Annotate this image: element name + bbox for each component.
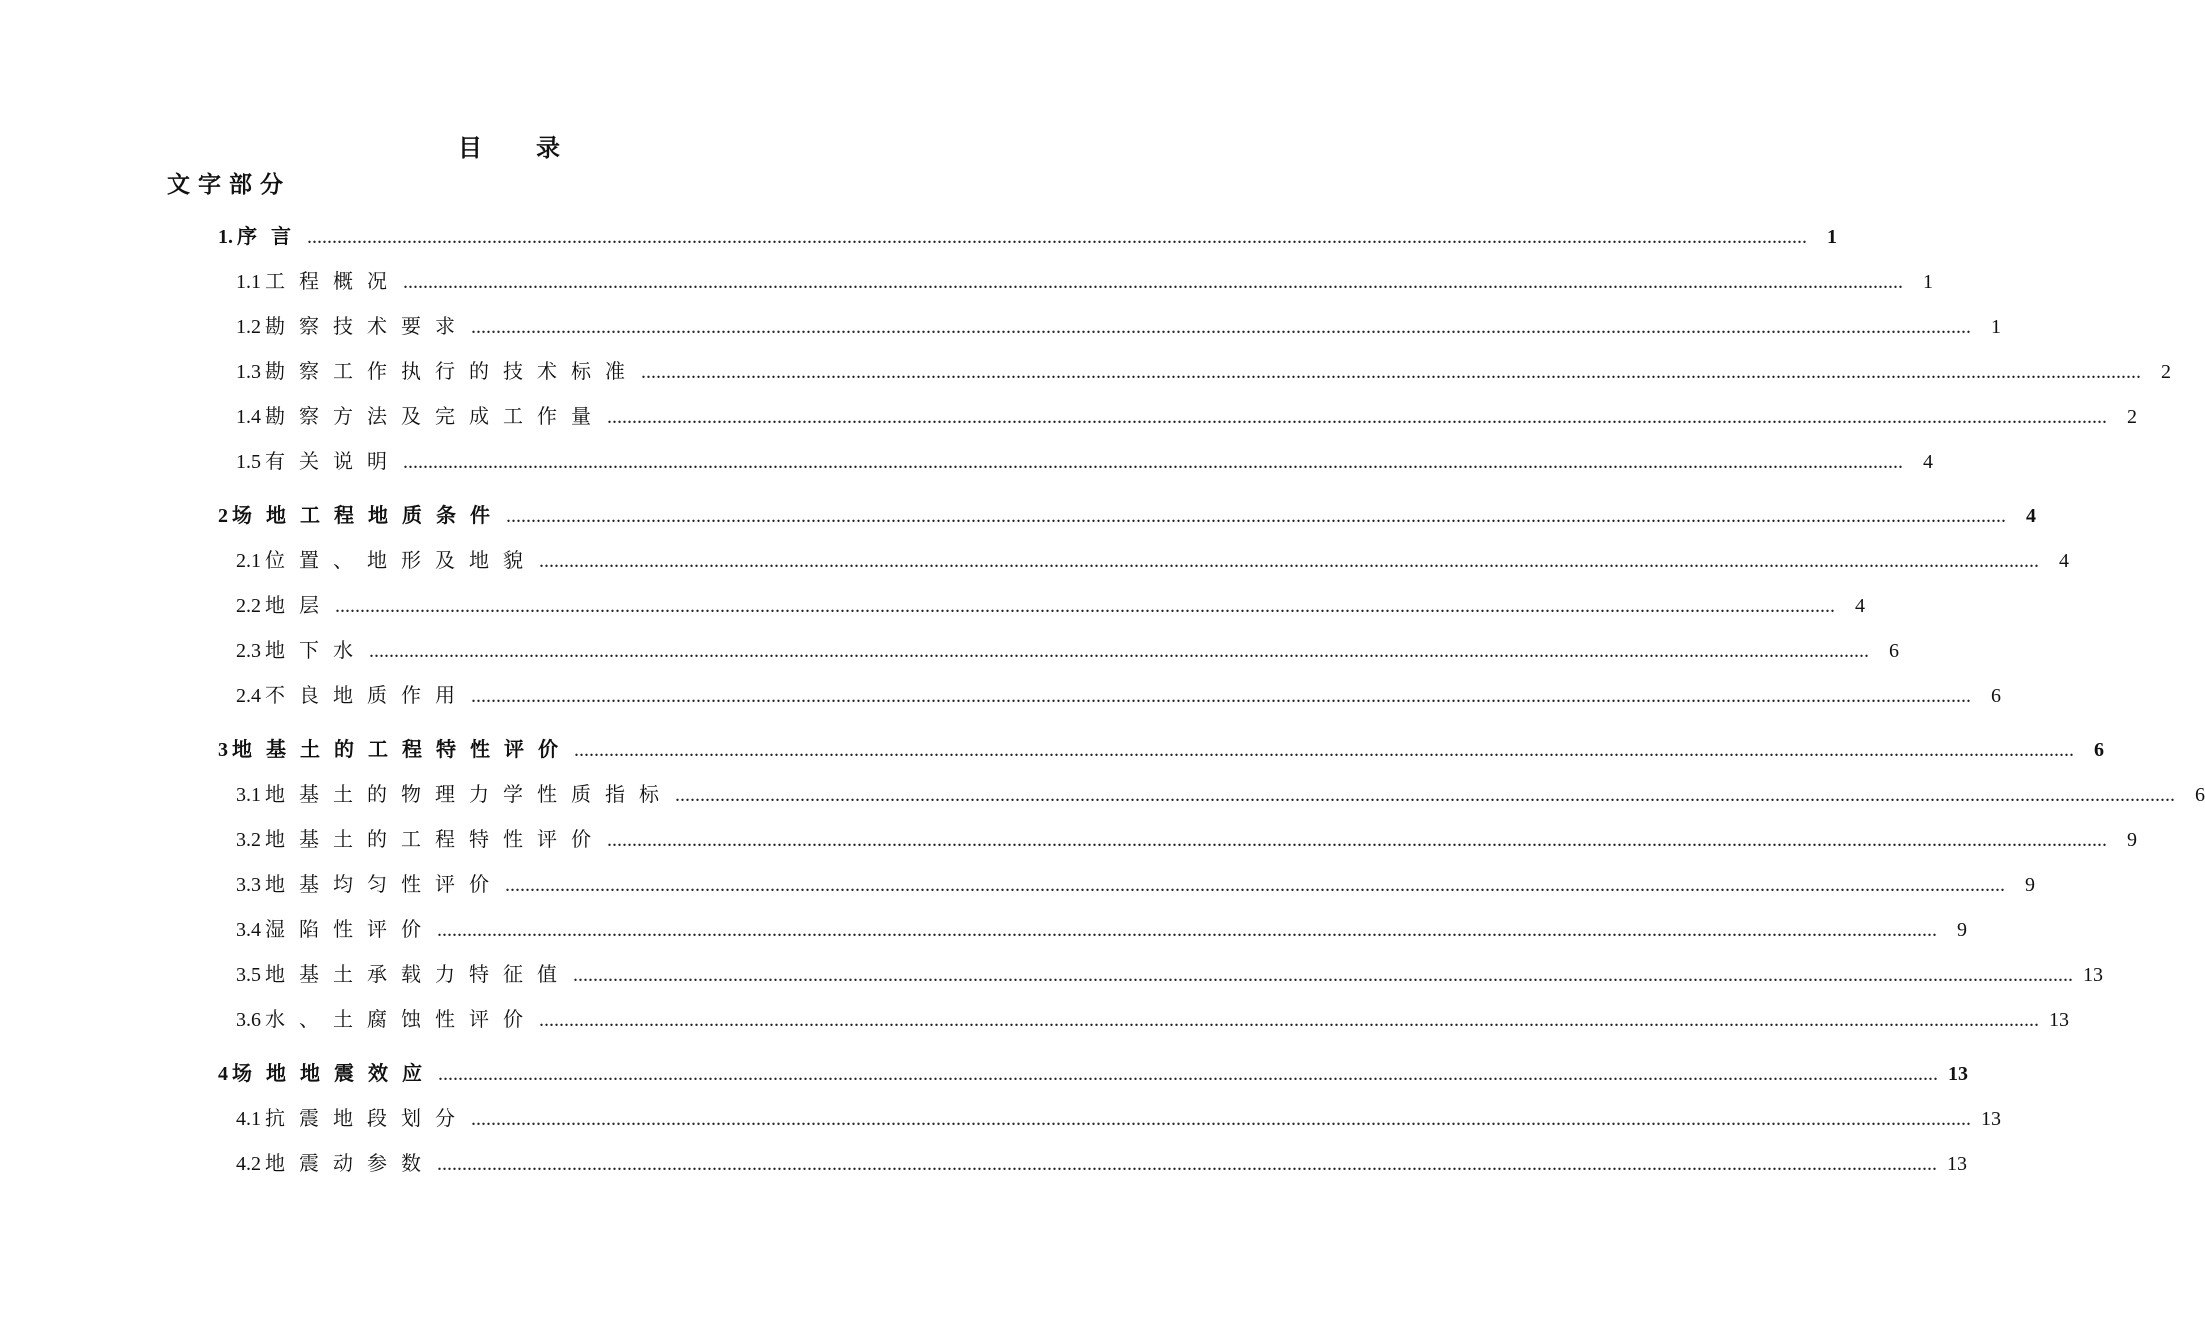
toc-entry-label: 水、土腐蚀性评价 (265, 1007, 537, 1031)
toc-entry-number: 2.1 (236, 550, 261, 572)
toc-entry-number: 3 (218, 739, 228, 761)
toc-entry-number: 1.5 (236, 451, 261, 473)
toc-page-number: 9 (2025, 874, 2035, 896)
toc-entry-label: 有关说明 (265, 449, 401, 473)
toc-entry-label: 地震动参数 (265, 1151, 435, 1175)
toc-entry[interactable] (218, 1057, 1968, 1087)
toc-entry[interactable] (236, 679, 2001, 709)
toc-page-number: 2 (2127, 406, 2137, 428)
toc-page-number: 9 (1957, 919, 1967, 941)
toc-entry[interactable] (236, 778, 2205, 808)
toc-page-number: 13 (1947, 1153, 1967, 1175)
toc-entry-number: 3.3 (236, 874, 261, 896)
toc-entry-label: 场地工程地质条件 (232, 503, 504, 527)
toc-entry[interactable] (236, 1147, 1967, 1177)
toc-entry-label: 地基土的工程特性评价 (232, 737, 572, 761)
toc-entry-label: 不良地质作用 (265, 683, 469, 707)
toc-page-number: 6 (1991, 685, 2001, 707)
toc-dot-leader: ............................................................................................................................................................................................................................................................................................................ (607, 406, 2107, 428)
toc-dot-leader: ............................................................................................................................................................................................................................................................................................................ (505, 874, 2005, 896)
toc-entry[interactable] (236, 1003, 2069, 1033)
toc-entry[interactable] (236, 589, 1865, 619)
toc-entry[interactable] (236, 265, 1933, 295)
toc-entry-label: 湿陷性评价 (265, 917, 435, 941)
toc-dot-leader: ............................................................................................................................................................................................................................................................................................................ (335, 595, 1835, 617)
toc-page-number: 13 (2083, 964, 2103, 986)
toc-page-number: 6 (2195, 784, 2205, 806)
toc-entry-number: 3.5 (236, 964, 261, 986)
toc-page-number: 13 (2049, 1009, 2069, 1031)
toc-entry-number: 2.3 (236, 640, 261, 662)
toc-dot-leader: ............................................................................................................................................................................................................................................................................................................ (471, 1108, 1971, 1130)
toc-dot-leader: ............................................................................................................................................................................................................................................................................................................ (403, 451, 1903, 473)
toc-page-number: 9 (2127, 829, 2137, 851)
toc-page-number: 6 (1889, 640, 1899, 662)
toc-entry-label: 位置、地形及地貌 (265, 548, 537, 572)
toc-page-number: 13 (1981, 1108, 2001, 1130)
toc-entry-number: 3.1 (236, 784, 261, 806)
toc-page-number: 1 (1991, 316, 2001, 338)
toc-entry[interactable] (218, 499, 2036, 529)
toc-entry-number: 4.1 (236, 1108, 261, 1130)
toc-page-number: 4 (1923, 451, 1933, 473)
toc-entry[interactable] (236, 823, 2137, 853)
toc-page-number: 13 (1948, 1063, 1968, 1085)
toc-dot-leader: ............................................................................................................................................................................................................................................................................................................ (539, 1009, 2039, 1031)
toc-entry-label: 地层 (265, 593, 333, 617)
toc-entry-number: 3.2 (236, 829, 261, 851)
toc-dot-leader: ............................................................................................................................................................................................................................................................................................................ (369, 640, 1869, 662)
toc-entry-label: 勘察方法及完成工作量 (265, 404, 605, 428)
toc-entry[interactable] (236, 868, 2035, 898)
toc-page-number: 1 (1923, 271, 1933, 293)
toc-entry-number: 2 (218, 505, 228, 527)
toc-dot-leader: ............................................................................................................................................................................................................................................................................................................ (573, 964, 2073, 986)
toc-entry[interactable] (236, 1102, 2001, 1132)
toc-page-number: 4 (2026, 505, 2036, 527)
toc-entry-label: 勘察技术要求 (265, 314, 469, 338)
toc-entry-label: 勘察工作执行的技术标准 (265, 359, 639, 383)
toc-entry-number: 2.2 (236, 595, 261, 617)
toc-entry[interactable] (236, 958, 2103, 988)
toc-dot-leader: ............................................................................................................................................................................................................................................................................................................ (437, 919, 1937, 941)
toc-page-number: 2 (2161, 361, 2171, 383)
toc-entry-label: 场地地震效应 (232, 1061, 436, 1085)
toc-entry-number: 4.2 (236, 1153, 261, 1175)
toc-dot-leader: ............................................................................................................................................................................................................................................................................................................ (539, 550, 2039, 572)
toc-dot-leader: ............................................................................................................................................................................................................................................................................................................ (471, 685, 1971, 707)
toc-entry[interactable] (236, 634, 1899, 664)
toc-entry-label: 地基土的物理力学性质指标 (265, 782, 673, 806)
toc-page-number: 1 (1827, 226, 1837, 248)
toc-dot-leader: ............................................................................................................................................................................................................................................................................................................ (471, 316, 1971, 338)
toc-dot-leader: ............................................................................................................................................................................................................................................................................................................ (307, 226, 1807, 248)
toc-entry[interactable] (236, 913, 1967, 943)
toc-entry[interactable] (236, 445, 1933, 475)
toc-entry[interactable] (218, 220, 1837, 250)
toc-entry-label: 序言 (237, 224, 305, 248)
toc-entry-label: 地基均匀性评价 (265, 872, 503, 896)
toc-page-number: 4 (1855, 595, 1865, 617)
toc-entry[interactable] (236, 544, 2069, 574)
toc-entry-label: 地下水 (265, 638, 367, 662)
section-title: 文字部分 (167, 171, 291, 198)
toc-entry-number: 3.4 (236, 919, 261, 941)
toc-entry-number: 1.2 (236, 316, 261, 338)
toc-dot-leader: ............................................................................................................................................................................................................................................................................................................ (607, 829, 2107, 851)
toc-entry-number: 2.4 (236, 685, 261, 707)
toc-entry[interactable] (236, 400, 2137, 430)
toc-dot-leader: ............................................................................................................................................................................................................................................................................................................ (675, 784, 2175, 806)
toc-entry[interactable] (218, 733, 2104, 763)
toc-entry[interactable] (236, 310, 2001, 340)
toc-entry-label: 抗震地段划分 (265, 1106, 469, 1130)
toc-entry-label: 地基土承载力特征值 (265, 962, 571, 986)
toc-entry-number: 1.1 (236, 271, 261, 293)
toc-entry-number: 1. (218, 226, 233, 248)
toc-entry-number: 1.3 (236, 361, 261, 383)
toc-dot-leader: ............................................................................................................................................................................................................................................................................................................ (574, 739, 2074, 761)
toc-page-number: 4 (2059, 550, 2069, 572)
toc-page-number: 6 (2094, 739, 2104, 761)
toc-entry-label: 工程概况 (265, 269, 401, 293)
toc-entry-number: 4 (218, 1063, 228, 1085)
page-title: 目 录 (458, 133, 562, 162)
toc-dot-leader: ............................................................................................................................................................................................................................................................................................................ (437, 1153, 1937, 1175)
toc-dot-leader: ............................................................................................................................................................................................................................................................................................................ (641, 361, 2141, 383)
toc-dot-leader: ............................................................................................................................................................................................................................................................................................................ (506, 505, 2006, 527)
toc-entry-number: 1.4 (236, 406, 261, 428)
toc-dot-leader: ............................................................................................................................................................................................................................................................................................................ (438, 1063, 1938, 1085)
toc-entry-label: 地基土的工程特性评价 (265, 827, 605, 851)
toc-dot-leader: ............................................................................................................................................................................................................................................................................................................ (403, 271, 1903, 293)
toc-entry-number: 3.6 (236, 1009, 261, 1031)
toc-entry[interactable] (236, 355, 2171, 385)
